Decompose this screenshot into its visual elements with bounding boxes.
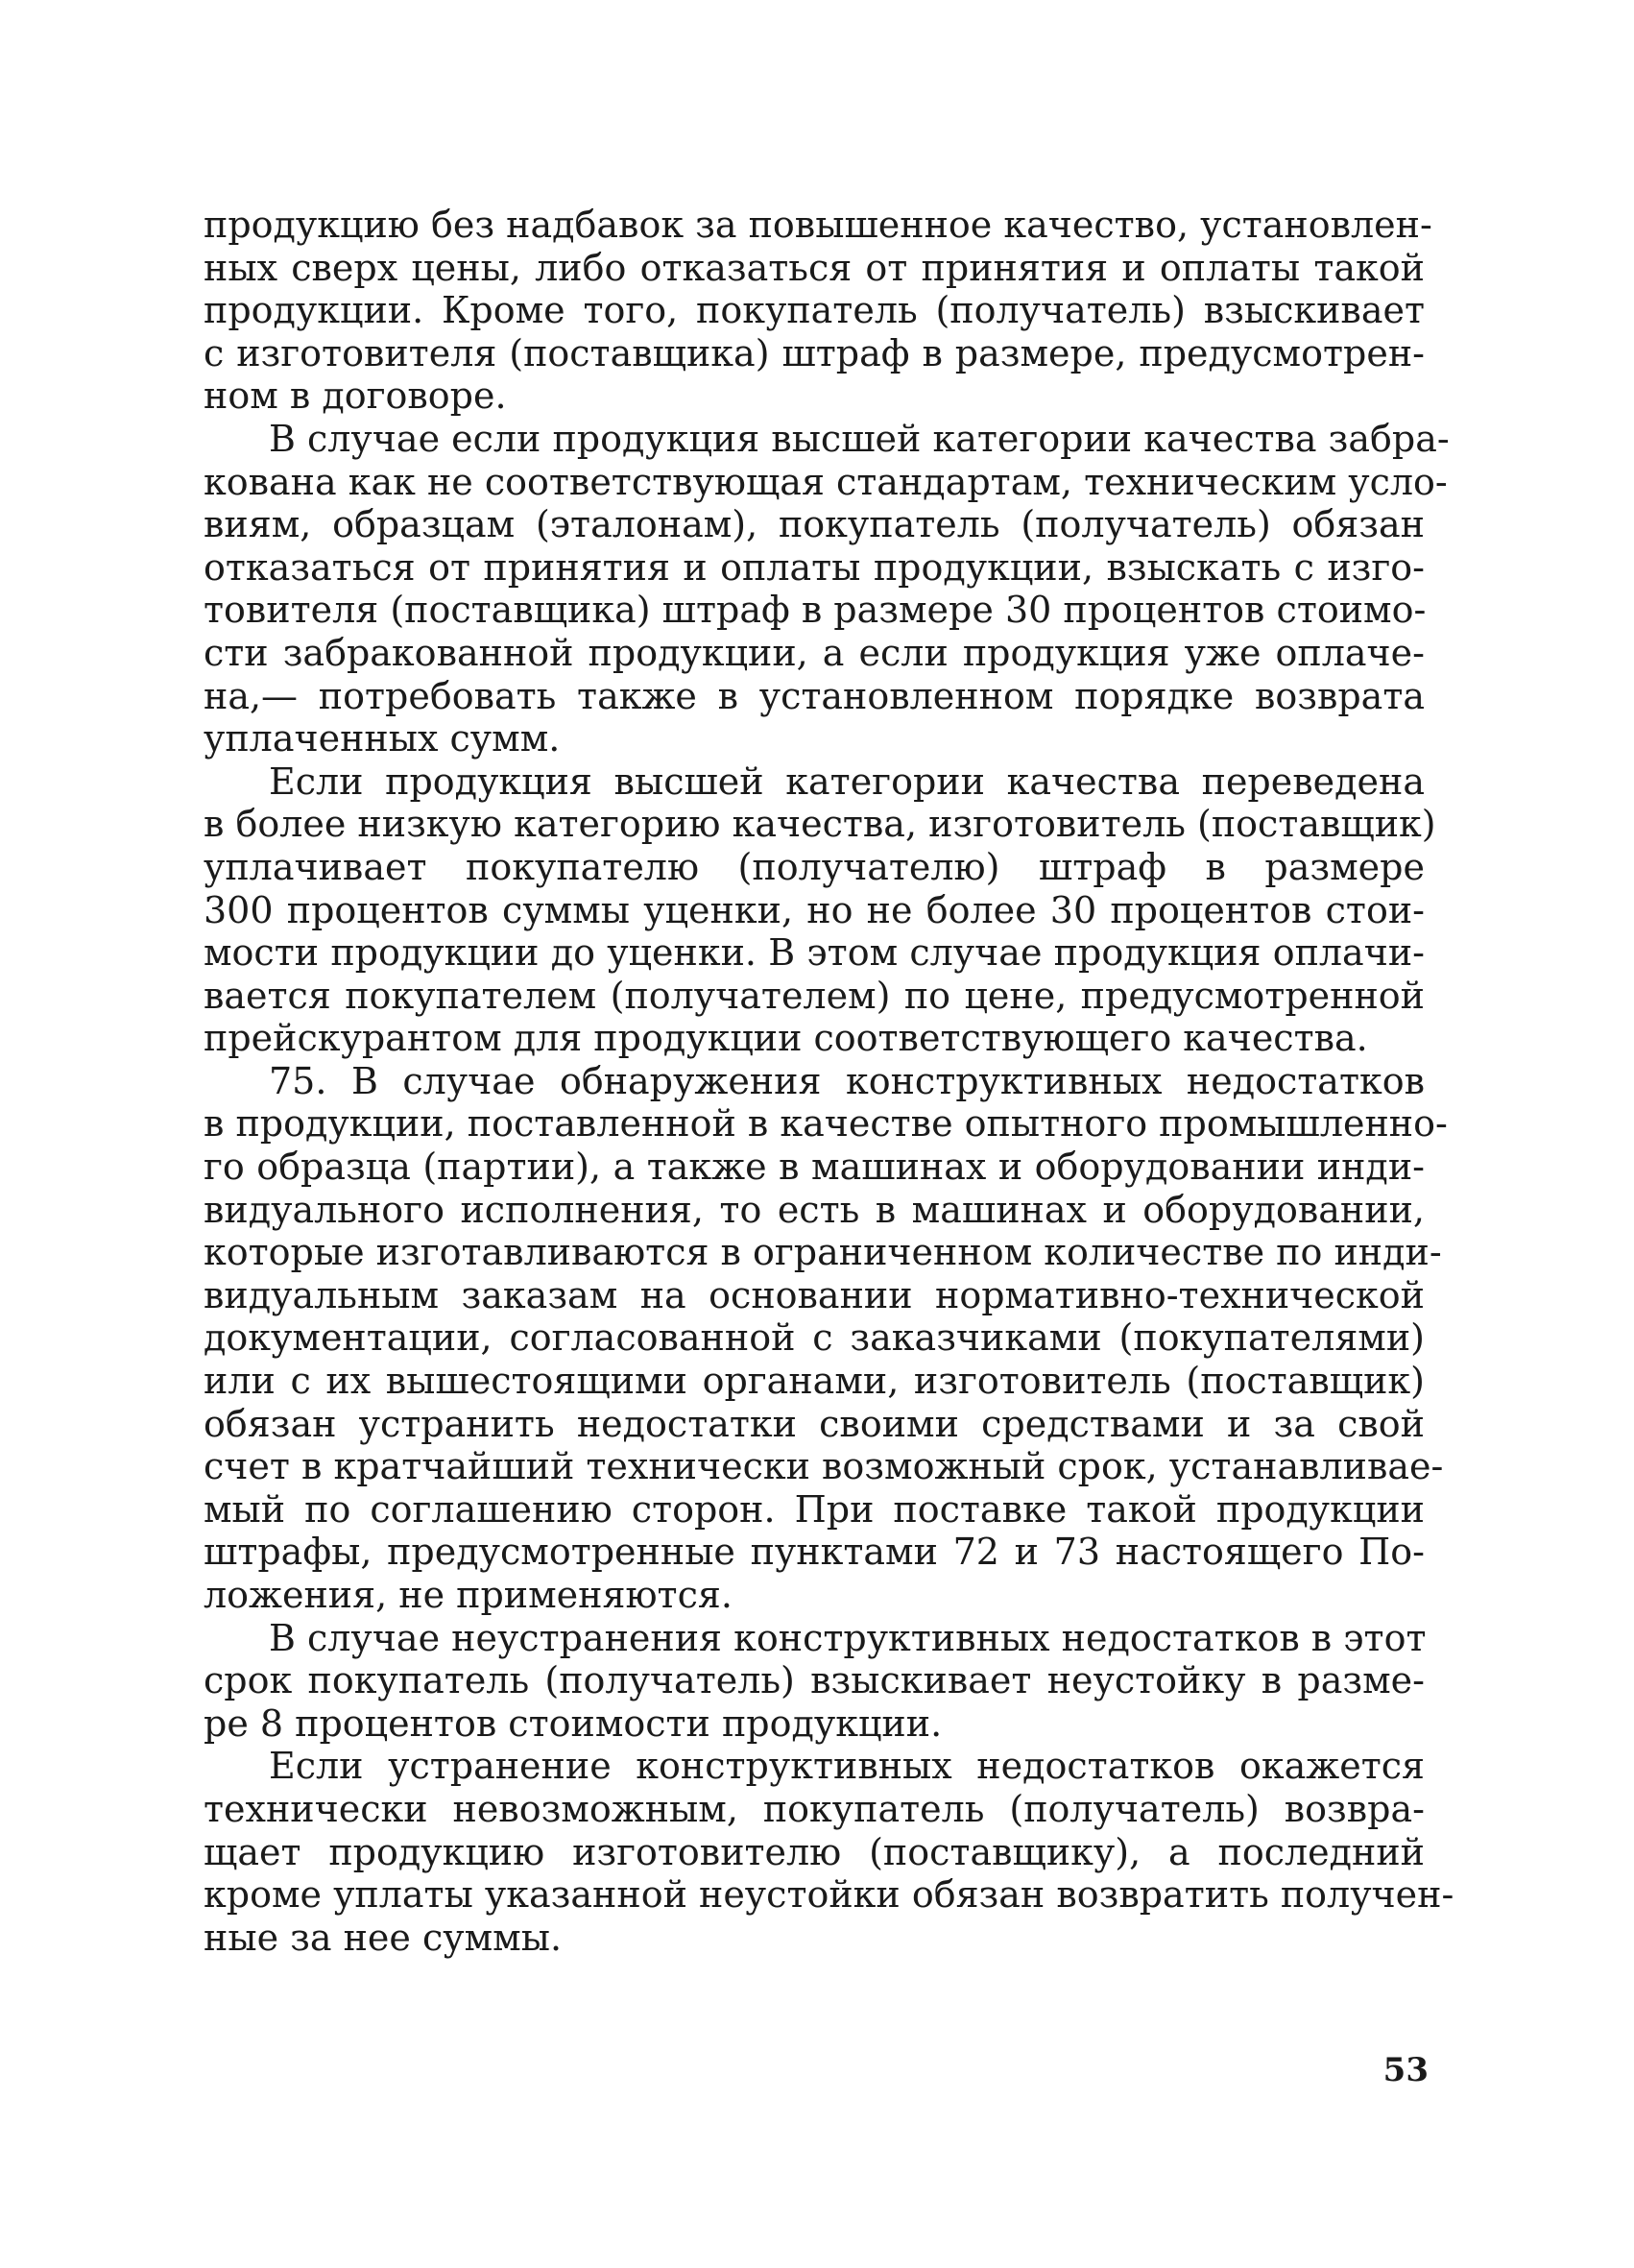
paragraph-4 [204, 1059, 1448, 1617]
body-text [204, 204, 1454, 1959]
text-line: ре 8 процентов стоимости продукции. [204, 1701, 943, 1745]
text-line: на,— потребовать также в установленном порядке возврата [204, 674, 1425, 717]
text-line: 75. В случае обнаружения конструктивных недостатков [269, 1059, 1425, 1102]
text-line: штрафы, предусмотренные пунктами 72 и 73 настоящего По- [204, 1531, 1425, 1574]
text-line: технически невозможным, покупатель (получатель) возвра- [204, 1787, 1425, 1830]
text-line: уплаченных сумм. [204, 717, 561, 760]
page-number: 53 [1382, 2051, 1429, 2089]
text-line: товителя (поставщика) штраф в размере 30 процентов стоимо- [204, 589, 1427, 632]
text-line: в более низкую категорию качества, изготовитель (поставщик) [204, 803, 1436, 846]
text-line: видуального исполнения, то есть в машинах и оборудовании, [204, 1188, 1425, 1231]
text-line: вается покупателем (получателем) по цене, предусмотренной [204, 974, 1425, 1017]
text-line: документации, согласованной с заказчиками (покупателями) [204, 1316, 1425, 1360]
paragraph-2 [204, 417, 1450, 760]
text-line: продукции. Кроме того, покупатель (получатель) взыскивает [204, 289, 1425, 332]
text-line: счет в кратчайший технически возможный срок, устанавливае- [204, 1445, 1444, 1488]
paragraph-1 [204, 204, 1432, 418]
text-line: мости продукции до уценки. В этом случае продукция оплачи- [204, 931, 1425, 975]
text-line: ном в договоре. [204, 374, 507, 418]
text-line: с изготовителя (поставщика) штраф в размере, предусмотрен- [204, 331, 1425, 374]
text-line: продукцию без надбавок за повышенное качество, установлен- [204, 204, 1432, 246]
text-line: щает продукцию изготовителю (поставщику), а последний [204, 1830, 1425, 1873]
text-line: в продукции, поставленной в качестве опытного промышленно- [204, 1102, 1448, 1146]
text-line: ные за нее суммы. [204, 1916, 563, 1959]
text-line: ложения, не применяются. [204, 1574, 733, 1616]
text-line: кроме уплаты указанной неустойки обязан возвратить получен- [204, 1873, 1454, 1917]
text-line: сти забракованной продукции, а если продукция уже оплаче- [204, 631, 1425, 674]
text-line: отказаться от принятия и оплаты продукции, взыскать с изго- [204, 545, 1425, 589]
text-line: Если продукция высшей категории качества переведена [269, 760, 1425, 803]
paragraph-3 [204, 760, 1436, 1060]
text-line: кована как не соответствующая стандартам, техническим усло- [204, 460, 1448, 503]
text-line: Если устранение конструктивных недостатков окажется [269, 1745, 1425, 1788]
text-line: В случае если продукция высшей категории качества забра- [269, 417, 1450, 460]
text-line: которые изготавливаются в ограниченном количестве по инди- [204, 1231, 1442, 1274]
text-line: В случае неустранения конструктивных недостатков в этот [269, 1616, 1427, 1659]
text-line: ных сверх цены, либо отказаться от принятия и оплаты такой [204, 246, 1425, 289]
text-line: мый по соглашению сторон. При поставке такой продукции [204, 1487, 1425, 1531]
text-line: уплачивает покупателю (получателю) штраф в размере [204, 845, 1425, 888]
paragraph-5 [204, 1617, 1425, 1746]
text-line: видуальным заказам на основании нормативно-технической [204, 1273, 1425, 1316]
text-line: 300 процентов суммы уценки, но не более 30 процентов стои- [204, 888, 1425, 931]
text-line: прейскурантом для продукции соответствующего качества. [204, 1017, 1368, 1060]
text-line: виям, образцам (эталонам), покупатель (получатель) обязан [204, 503, 1425, 546]
text-line: го образца (партии), а также в машинах и оборудовании инди- [204, 1146, 1425, 1189]
text-line: или с их вышестоящими органами, изготовитель (поставщик) [204, 1360, 1425, 1403]
text-line: срок покупатель (получатель) взыскивает неустойку в разме- [204, 1659, 1425, 1702]
paragraph-6 [204, 1745, 1454, 1959]
text-line: обязан устранить недостатки своими средствами и за свой [204, 1402, 1425, 1445]
